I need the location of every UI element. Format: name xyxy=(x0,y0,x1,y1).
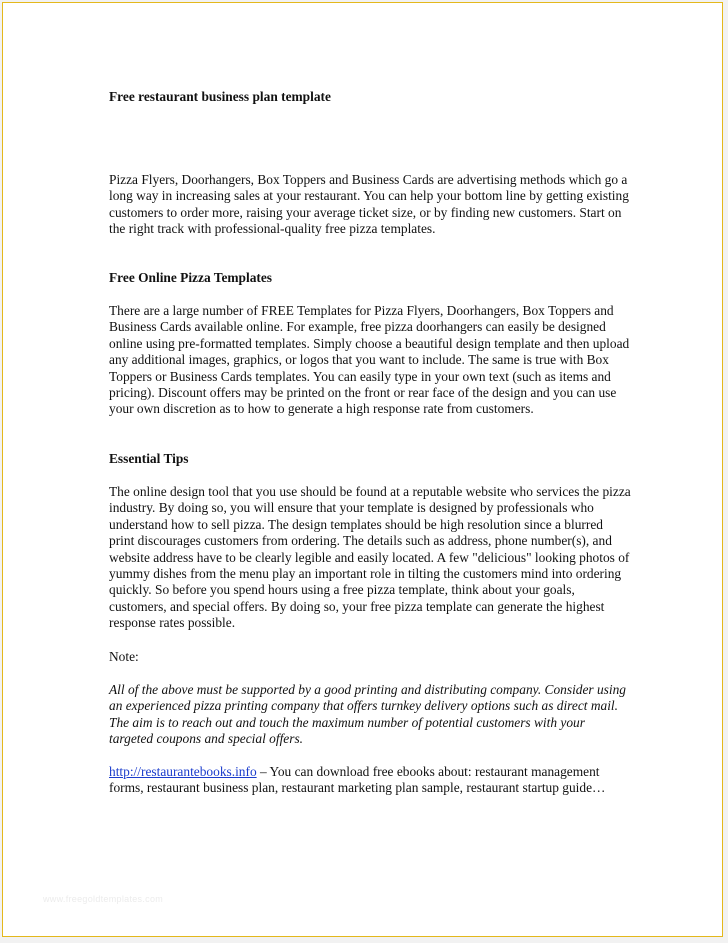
section-paragraph-free-online-pizza-templates: There are a large number of FREE Templates for Pizza Flyers, Doorhangers, Box Toppers and Business Cards available online. For example, free pizza doorhangers can easily be designed online using pre-formatted templates. Simply choose a beautiful design template and then upload any additional images, graphics, or logos that you want to include. The same is true with Box Toppers or Business Cards templates. You can easily type in your own text (such as items and pricing). Discount offers may be printed on the front or rear face of the design and you can use your own discretion as to how to generate a high response rate from customers. xyxy=(109,303,630,417)
note-label: Note: xyxy=(109,649,139,664)
watermark: www.freegoldtemplates.com xyxy=(43,894,164,904)
intro-paragraph: Pizza Flyers, Doorhangers, Box Toppers and Business Cards are advertising methods which go a long way in increasing sales at your restaurant. You can help your bottom line by getting existing customers to order more, raising your average ticket size, or by finding new customers. Start on the right track with professional-quality free pizza templates. xyxy=(109,172,629,237)
restaurantebooks-link[interactable]: http://restaurantebooks.info xyxy=(109,764,257,779)
section-paragraph-essential-tips: The online design tool that you use should be found at a reputable website who services the pizza industry. By doing so, you will ensure that your template is designed by professionals who understand how to sell pizza. The design templates should be high resolution since a blurred print discourages customers from ordering. The details such as address, phone number(s), and website address have to be clearly legible and easily located. A few "delicious" looking photos of yummy dishes from the menu play an important role in tilting the customers mind into ordering quickly. So before you spend hours using a free pizza template, think about your goals, customers, and special offers. By doing so, your free pizza template can generate the highest response rates possible. xyxy=(109,484,631,631)
ebooks-paragraph xyxy=(109,764,631,797)
document-title: Free restaurant business plan template xyxy=(109,89,331,104)
ebooks-description: – You can download free ebooks about: restaurant management forms, restaurant business plan, restaurant marketing plan sample, restaurant startup guide… xyxy=(109,764,606,796)
note-paragraph: All of the above must be supported by a good printing and distributing company. Consider using an experienced pizza printing company that offers turnkey delivery options such as direct mail. The aim is to reach out and touch the maximum number of potential customers with your targeted coupons and special offers. xyxy=(109,682,627,747)
section-heading-essential-tips: Essential Tips xyxy=(109,451,189,466)
section-heading-free-online-pizza-templates: Free Online Pizza Templates xyxy=(109,270,273,285)
document-page xyxy=(2,2,723,937)
